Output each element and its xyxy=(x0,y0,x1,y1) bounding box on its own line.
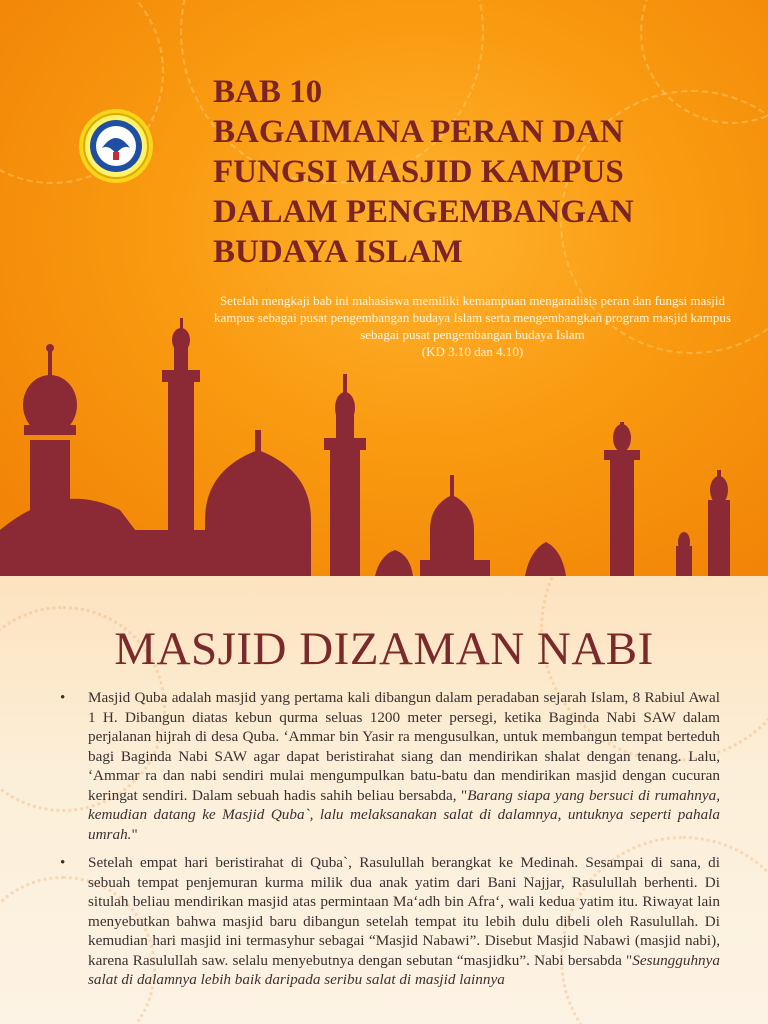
bullet-list xyxy=(60,688,720,999)
bullet-icon: • xyxy=(60,854,66,871)
subtitle-reference: (KD 3.10 dan 4.10) xyxy=(421,344,524,359)
title-line: FUNGSI MASJID KAMPUS xyxy=(213,154,624,190)
title-line: BAGAIMANA PERAN DAN xyxy=(213,114,624,150)
bullet-icon: • xyxy=(60,689,66,706)
bullet-quote: Sesungguhnya salat di dalamnya lebih baik daripada seribu salat di masjid lainnya xyxy=(88,951,720,988)
list-item xyxy=(60,688,720,844)
bullet-text: Setelah empat hari beristirahat di Quba`, Rasulullah berangkat ke Medinah. Sesampai di sana, di sebuah tempat penjemuran kurma milik dua anak yatim dari Bani Najjar, Rasulullah berhenti. Di situlah beliau mendirikan masjid atas permintaan Ma‘adh bin Afra‘, wali kedua yatim itu. Riwayat lain menyebutkan bahwa masjid baru dibangun setelah tempat itu lebih dulu dibeli oleh Rasulullah. Di kemudian hari masjid ini termasyhur sebagai “Masjid Nabawi”. Disebut Masjid Nabawi (masjid nabi), karena Rasulullah saw. selalu menyebutnya dengan sebutan “masjidku”. Nabi bersabda " xyxy=(88,854,720,969)
bullet-text: Masjid Quba adalah masjid yang pertama kali dibangun dalam peradaban sejarah Islam, 8 Rabiul Awal 1 H. Dibangun diatas kebun qurma seluas 1200 meter persegi, ketika Baginda Nabi SAW dalam perjalanan hijrah di desa Quba. ‘Ammar bin Yasir ra mengusulkan, untuk membangun tempat berteduh bagi Baginda Nabi SAW agar dapat beristirahat siang dan mendirikan shalat dengan tenang. Lalu, ‘Ammar ra dan nabi sendiri mulai mengumpulkan batu-batu dan mendirikan masjid dengan cucuran keringat sendiri. Dalam sebuah hadis sahih beliau bersabda, " xyxy=(88,689,720,804)
mosque-skyline-icon xyxy=(0,310,768,576)
university-seal-icon xyxy=(78,108,154,184)
content-slide-title: MASJID DIZAMAN NABI xyxy=(114,623,654,675)
bullet-quote: Barang siapa yang bersuci di rumahnya, kemudian datang ke Masjid Quba`, lalu melaksanakan salat di dalamnya, untuknya seperti pahala umrah. xyxy=(88,786,720,843)
slide-title xyxy=(213,72,733,272)
content-slide xyxy=(0,576,768,1024)
bullet-tail: " xyxy=(131,825,138,843)
title-line: BUDAYA ISLAM xyxy=(213,234,463,270)
title-line: BAB 10 xyxy=(213,74,323,110)
list-item xyxy=(60,853,720,990)
title-line: DALAM PENGEMBANGAN xyxy=(213,194,634,230)
subtitle-text: Setelah mengkaji bab ini mahasiswa memiliki kemampuan menganalisis peran dan fungsi masjid kampus sebagai pusat pengembangan budaya Islam serta mengembangkan program masjid kampus sebagai pusat pengembangan budaya Islam xyxy=(214,293,731,342)
